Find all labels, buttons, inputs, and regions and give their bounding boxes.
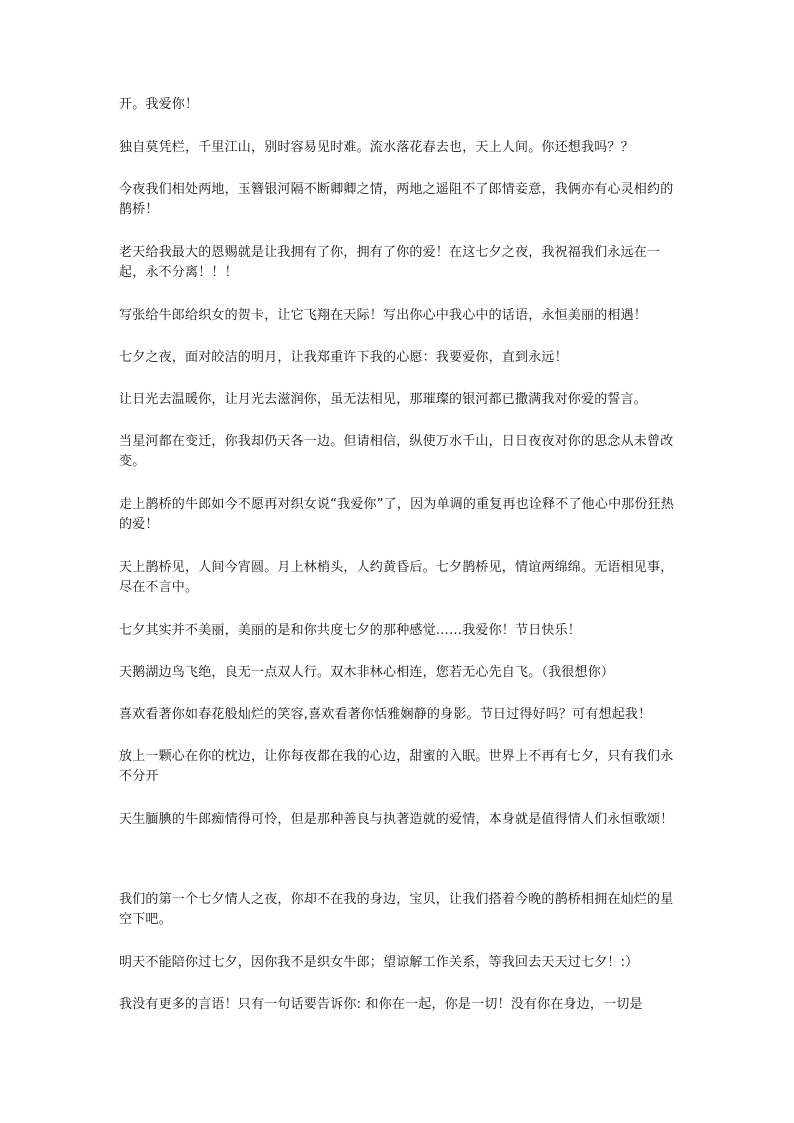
paragraph: 走上鹊桥的牛郎如今不愿再对织女说“我爱你”了，因为单调的重复再也诠释不了他心中那份狂热的爱！ [119,497,675,532]
paragraph: 独自莫凭栏，千里江山，别时容易见时难。流水落花春去也，天上人间。你还想我吗？？ [119,140,634,155]
paragraph: 今夜我们相处两地，玉簪银河隔不断卿卿之情，两地之遥阻不了郎情妾意，我俩亦有心灵相约的鹊桥！ [119,182,674,217]
paragraph: 天上鹊桥见，人间今宵圆。月上林梢头，人约黄昏后。七夕鹊桥见，情谊两绵绵。无语相见事，尽在不言中。 [119,560,674,595]
paragraph: 天鹅湖边鸟飞绝，良无一点双人行。双木非林心相连，您若无心先自飞。（我很想你） [119,665,615,680]
paragraph: 七夕其实并不美丽，美丽的是和你共度七夕的那种感觉……我爱你！节日快乐！ [119,623,582,638]
paragraph: 写张给牛郎给织女的贺卡，让它飞翔在天际！写出你心中我心中的话语，永恒美丽的相遇！ [119,308,648,323]
paragraph: 明天不能陪你过七夕，因你我不是织女牛郎；望谅解工作关系，等我回去天天过七夕！:） [119,955,639,970]
paragraph: 我们的第一个七夕情人之夜，你却不在我的身边，宝贝，让我们搭着今晚的鹊桥相拥在灿烂的星空下吧。 [119,892,674,927]
paragraph: 让日光去温暖你，让月光去滋润你，虽无法相见，那璀璨的银河都已撒满我对你爱的誓言。 [119,392,648,407]
paragraph: 天生腼腆的牛郎痴情得可怜，但是那种善良与执著造就的爱情，本身就是值得情人们永恒歌颂！ [119,812,674,827]
paragraph: 当星河都在变迁，你我却仍天各一边。但请相信，纵使万水千山，日日夜夜对你的思念从未曾改变。 [119,434,674,469]
paragraph: 老天给我最大的恩赐就是让我拥有了你，拥有了你的爱！在这七夕之夜，我祝福我们永远在一起，永不分离！！！ [119,245,661,280]
paragraph: 放上一颗心在你的枕边，让你每夜都在我的心边，甜蜜的入眠。世界上不再有七夕，只有我们永不分开 [119,749,674,784]
paragraph: 我没有更多的言语！只有一句话要告诉你: 和你在一起，你是一切！没有你在身边，一切是 [119,997,643,1012]
paragraph: 喜欢看著你如春花般灿烂的笑容,喜欢看著你恬雅娴静的身影。节日过得好吗？可有想起我！ [119,707,652,722]
paragraph: 开。我爱你！ [119,97,199,112]
paragraph: 七夕之夜，面对皎洁的明月，让我郑重许下我的心愿：我要爱你，直到永远！ [119,350,568,365]
